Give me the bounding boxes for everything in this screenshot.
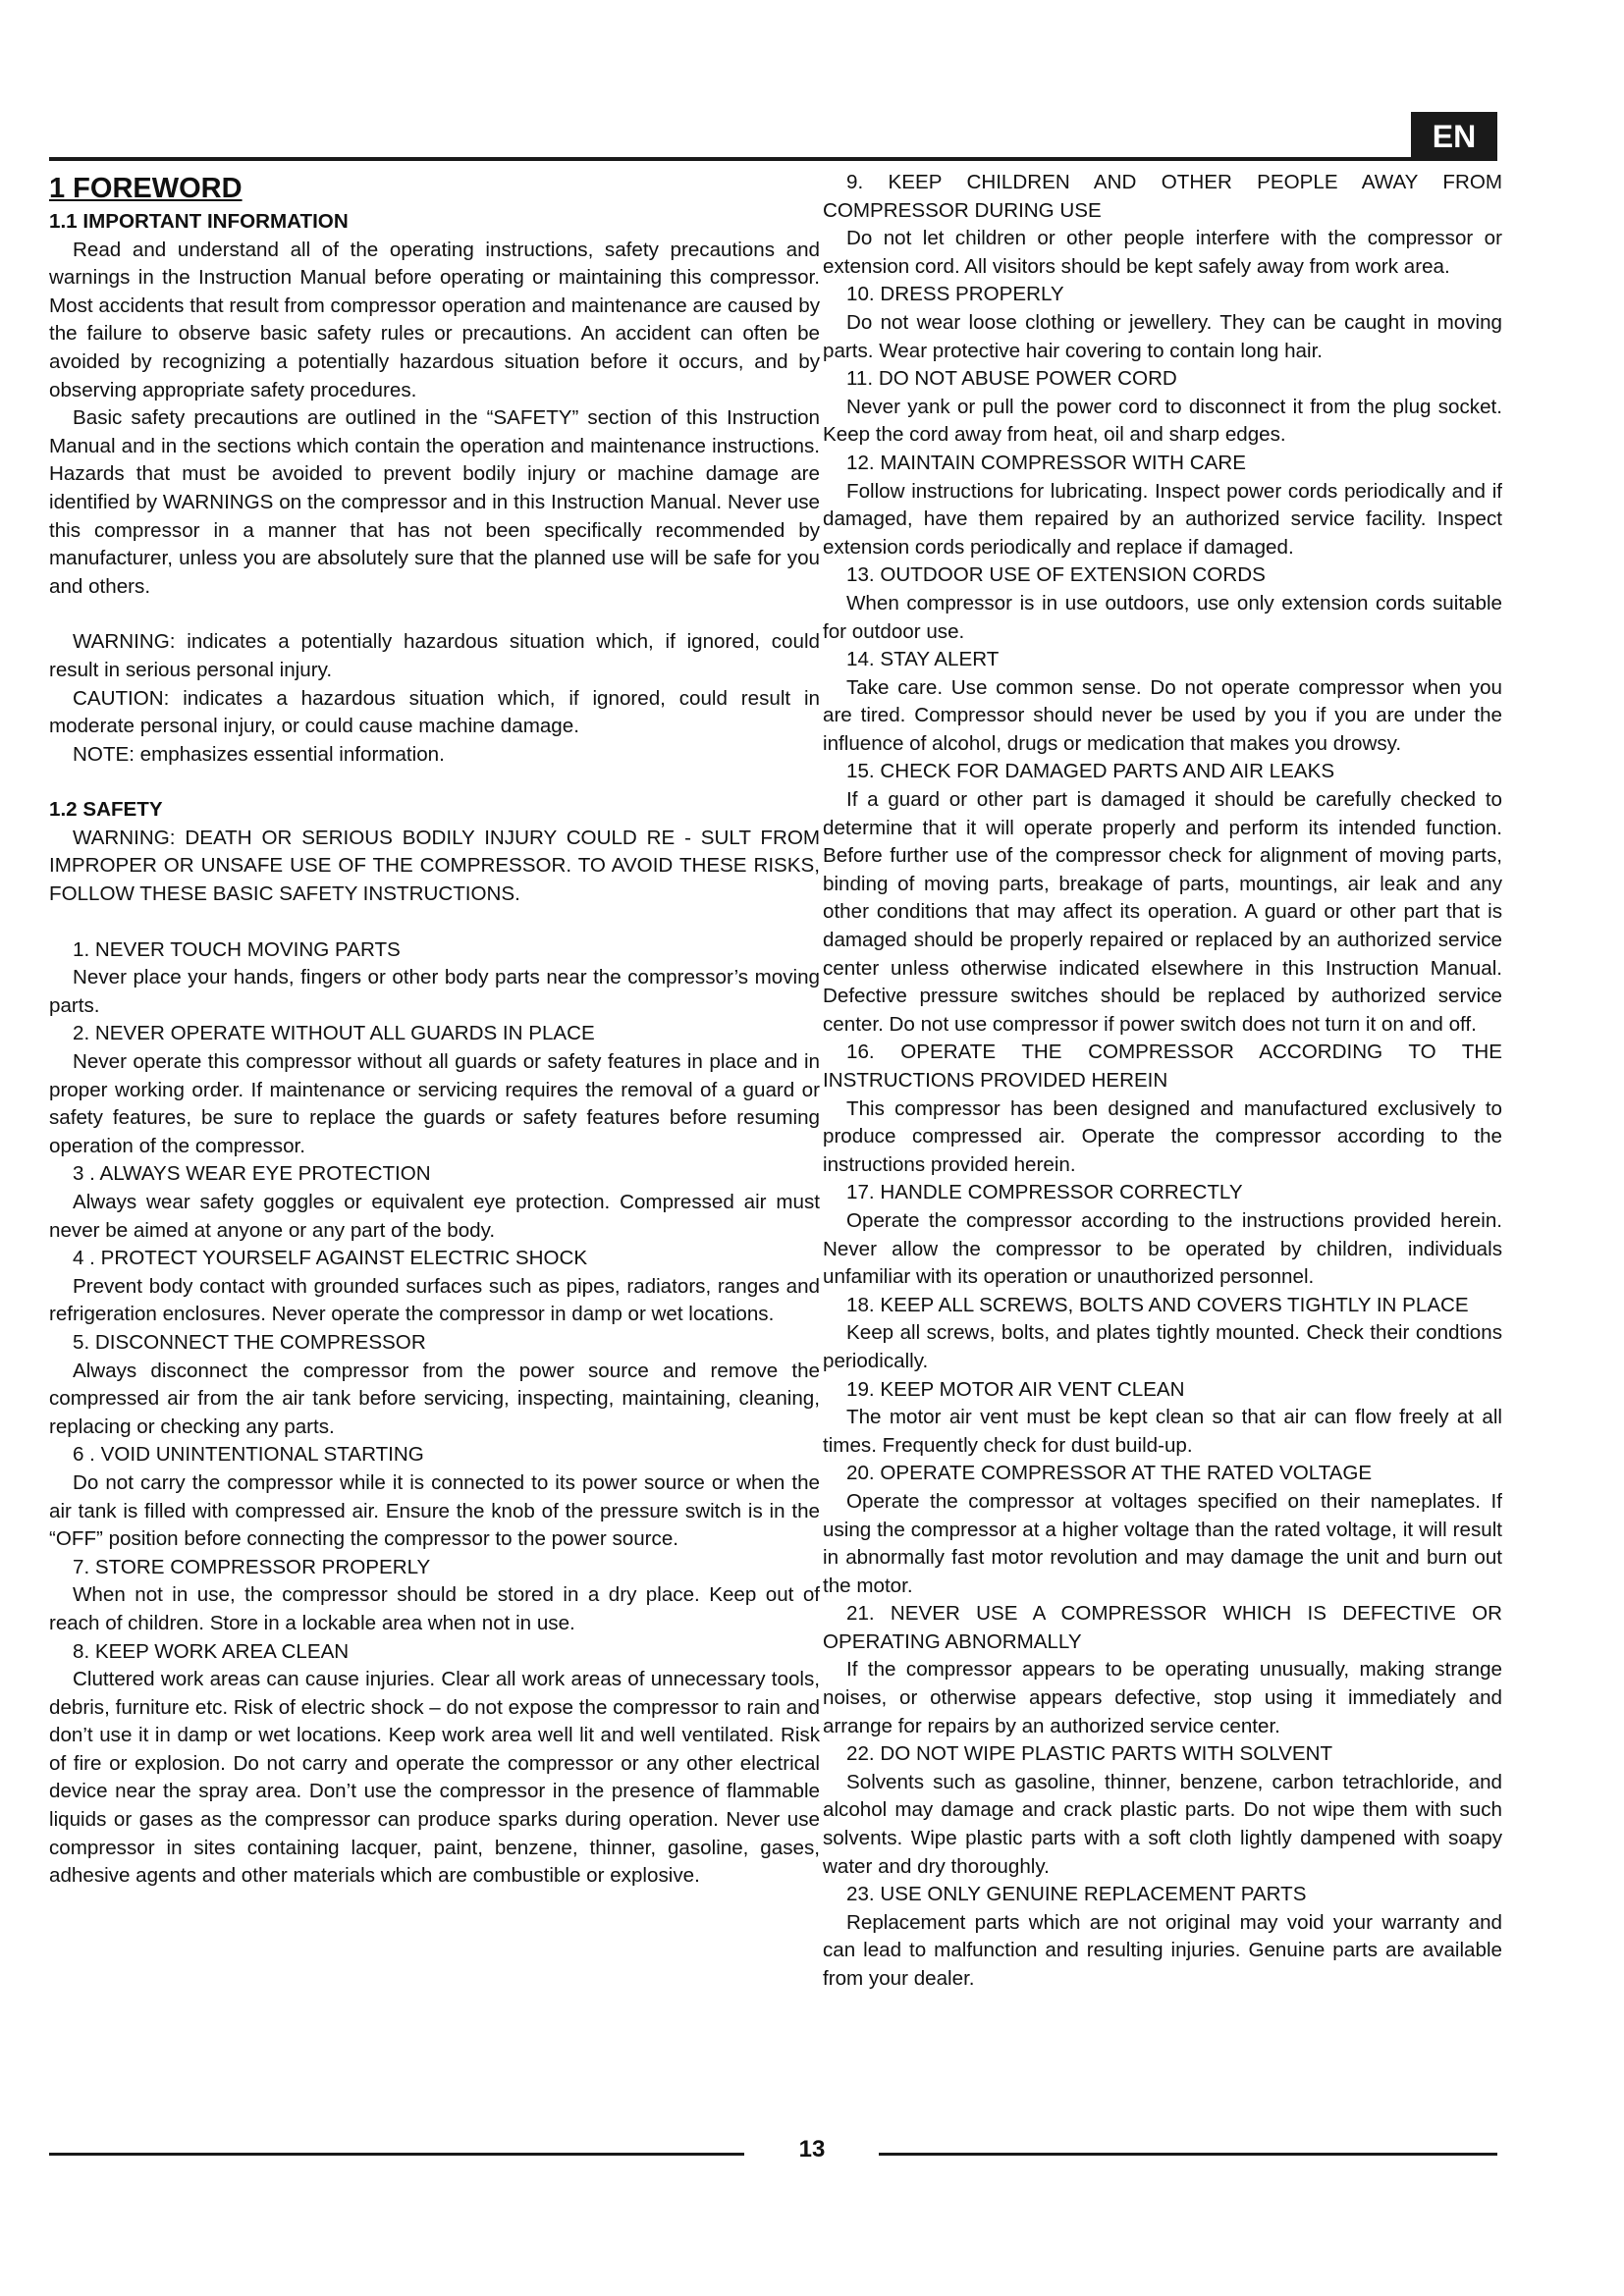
- item-text: This compressor has been designed and manufactured exclusively to produce compressed air. Operate the compressor according to the instructions provided herein.: [823, 1096, 1502, 1176]
- footer-rule-left: [49, 2153, 744, 2156]
- item-text: When compressor is in use outdoors, use only extension cords suitable for outdoor use.: [823, 591, 1502, 643]
- item-heading: 13. OUTDOOR USE OF EXTENSION CORDS: [846, 563, 1266, 587]
- item-text: Keep all screws, bolts, and plates tightly mounted. Check their condtions periodically.: [823, 1321, 1502, 1372]
- item-text: Replacement parts which are not original may void your warranty and can lead to malfunction and resulting injuries. Genuine parts are available from your dealer.: [823, 1910, 1502, 1990]
- item-heading: 6 . VOID UNINTENTIONAL STARTING: [73, 1443, 424, 1467]
- item-heading: 7. STORE COMPRESSOR PROPERLY: [73, 1555, 431, 1578]
- item-text: Prevent body contact with grounded surfaces such as pipes, radiators, ranges and refrigeration enclosures. Never operate the compressor in damp or wet locations.: [49, 1274, 820, 1326]
- item-text: Follow instructions for lubricating. Inspect power cords periodically and if damaged, have them repaired by an authorized service facility. Inspect extension cords periodically and replace if damaged.: [823, 479, 1502, 559]
- item-heading: 22. DO NOT WIPE PLASTIC PARTS WITH SOLVENT: [846, 1742, 1333, 1766]
- item-text: If the compressor appears to be operating unusually, making strange noises, or otherwise appears defective, stop using it immediately and arrange for repairs by an authorized service center.: [823, 1658, 1502, 1737]
- item-heading: 11. DO NOT ABUSE POWER CORD: [846, 367, 1177, 391]
- item-heading: 18. KEEP ALL SCREWS, BOLTS AND COVERS TIGHTLY IN PLACE: [846, 1293, 1469, 1316]
- paragraph: Basic safety precautions are outlined in the “SAFETY” section of this Instruction Manual and in the sections which contain the operation and maintenance instructions. Hazards that must be avoided to prevent bodily injury or machine damage are identified by WARNINGS on the compressor and in this Instruction Manual. Never use this compressor in a manner that has not been specifically recommended by manufacturer, unless you are absolutely sure that the planned use will be safe for you and others.: [49, 406, 820, 598]
- item-heading: 5. DISCONNECT THE COMPRESSOR: [73, 1330, 426, 1354]
- item-text: Cluttered work areas can cause injuries. Clear all work areas of unnecessary tools, debris, furniture etc. Risk of electric shock – do not expose the compressor to rain and don’t use it in damp or wet locations. Keep work area well lit and well ventilated. Risk of fire or explosion. Do not carry and operate the compressor or any other electrical device near the spray area. Don’t use the compressor in the presence of flammable liquids or gases as the compressor can produce sparks during operation. Never use compressor in sites containing lacquer, paint, benzene, thinner, gasoline, gases, adhesive agents and other materials which are combustible or explosive.: [49, 1668, 820, 1888]
- safety-warning: WARNING: DEATH OR SERIOUS BODILY INJURY COULD RE - SULT FROM IMPROPER OR UNSAFE USE OF THE COMPRESSOR. TO AVOID THESE RISKS, FOLLOW THESE BASIC SAFETY INSTRUCTIONS.: [49, 826, 820, 906]
- item-text: Do not carry the compressor while it is connected to its power source or when the air tank is filled with compressed air. Ensure the knob of the pressure switch is in the “OFF” position before connecting the compressor to the power source.: [49, 1470, 820, 1551]
- item-heading: 19. KEEP MOTOR AIR VENT CLEAN: [846, 1377, 1185, 1401]
- item-heading: 8. KEEP WORK AREA CLEAN: [73, 1639, 350, 1663]
- item-text: The motor air vent must be kept clean so that air can flow freely at all times. Frequently check for dust build-up.: [823, 1406, 1502, 1457]
- left-column: [49, 169, 820, 1891]
- item-text: Do not wear loose clothing or jewellery. They can be caught in moving parts. Wear protective hair covering to contain long hair.: [823, 310, 1502, 362]
- item-heading: 2. NEVER OPERATE WITHOUT ALL GUARDS IN PLACE: [73, 1022, 595, 1045]
- item-heading: 23. USE ONLY GENUINE REPLACEMENT PARTS: [846, 1883, 1307, 1906]
- right-column: [823, 169, 1502, 1994]
- item-text: Take care. Use common sense. Do not operate compressor when you are tired. Compressor should never be used by you if you are under the influence of alcohol, drugs or medication that makes you drowsy.: [823, 675, 1502, 755]
- page-title: 1 FOREWORD: [49, 173, 243, 204]
- language-badge: EN: [1411, 112, 1497, 161]
- item-heading: 10. DRESS PROPERLY: [846, 283, 1064, 306]
- header-rule: [49, 157, 1497, 161]
- item-heading: 9. KEEP CHILDREN AND OTHER PEOPLE AWAY FROM COMPRESSOR DURING USE: [823, 171, 1502, 222]
- item-heading: 3 . ALWAYS WEAR EYE PROTECTION: [73, 1162, 431, 1186]
- item-text: Never place your hands, fingers or other body parts near the compressor’s moving parts.: [49, 966, 820, 1017]
- caution-definition: CAUTION: indicates a hazardous situation which, if ignored, could result in moderate personal injury, or could cause machine damage.: [49, 686, 820, 738]
- item-text: When not in use, the compressor should be stored in a dry place. Keep out of reach of children. Store in a lockable area when not in use.: [49, 1583, 820, 1634]
- item-heading: 16. OPERATE THE COMPRESSOR ACCORDING TO THE INSTRUCTIONS PROVIDED HEREIN: [823, 1041, 1502, 1092]
- item-text: Never operate this compressor without all guards or safety features in place and in proper working order. If maintenance or servicing requires the removal of a guard or safety features, be sure to replace the guards or safety features before resuming operation of the compressor.: [49, 1050, 820, 1157]
- section-heading-safety: 1.2 SAFETY: [49, 798, 163, 822]
- item-heading: 17. HANDLE COMPRESSOR CORRECTLY: [846, 1181, 1243, 1204]
- paragraph: Read and understand all of the operating instructions, safety precautions and warnings in the Instruction Manual before operating or maintaining this compressor. Most accidents that result from compressor operation and maintenance are caused by the failure to observe basic safety rules or precautions. An accident can often be avoided by recognizing a potentially hazardous situation before it occurs, and by observing appropriate safety procedures.: [49, 238, 820, 401]
- page-number: 13: [798, 2136, 826, 2163]
- item-heading: 14. STAY ALERT: [846, 648, 1000, 671]
- section-heading-important-info: 1.1 IMPORTANT INFORMATION: [49, 210, 349, 233]
- item-text: Never yank or pull the power cord to disconnect it from the plug socket. Keep the cord away from heat, oil and sharp edges.: [823, 395, 1502, 447]
- item-heading: 12. MAINTAIN COMPRESSOR WITH CARE: [846, 451, 1246, 474]
- item-text: Operate the compressor at voltages specified on their nameplates. If using the compressor at a higher voltage than the rated voltage, it will result in abnormally fast motor revolution and may damage the unit and burn out the motor.: [823, 1489, 1502, 1597]
- item-text: Do not let children or other people interfere with the compressor or extension cord. All visitors should be kept safely away from work area.: [823, 227, 1502, 278]
- item-text: Operate the compressor according to the instructions provided herein. Never allow the compressor to be operated by children, individuals unfamiliar with its operation or unauthorized personnel.: [823, 1208, 1502, 1289]
- item-heading: 1. NEVER TOUCH MOVING PARTS: [73, 937, 401, 961]
- item-heading: 15. CHECK FOR DAMAGED PARTS AND AIR LEAKS: [846, 760, 1335, 783]
- item-heading: 4 . PROTECT YOURSELF AGAINST ELECTRIC SHOCK: [73, 1247, 588, 1270]
- item-heading: 20. OPERATE COMPRESSOR AT THE RATED VOLTAGE: [846, 1462, 1373, 1485]
- item-text: Always disconnect the compressor from the power source and remove the compressed air from the air tank before servicing, inspecting, maintaining, cleaning, replacing or checking any parts.: [49, 1359, 820, 1438]
- item-text: Solvents such as gasoline, thinner, benzene, carbon tetrachloride, and alcohol may damage and crack plastic parts. Do not wipe them with such solvents. Wipe plastic parts with a soft cloth lightly dampened with soapy water and dry thoroughly.: [823, 1770, 1502, 1878]
- footer-rule-right: [879, 2153, 1497, 2156]
- note-definition: NOTE: emphasizes essential information.: [73, 742, 445, 766]
- warning-definition: WARNING: indicates a potentially hazardous situation which, if ignored, could result in serious personal injury.: [49, 630, 820, 681]
- item-heading: 21. NEVER USE A COMPRESSOR WHICH IS DEFECTIVE OR OPERATING ABNORMALLY: [823, 1602, 1502, 1653]
- item-text: Always wear safety goggles or equivalent eye protection. Compressed air must never be aimed at anyone or any part of the body.: [49, 1191, 820, 1242]
- item-text: If a guard or other part is damaged it should be carefully checked to determine that it will operate properly and perform its intended function. Before further use of the compressor check for alignment of moving parts, binding of moving parts, breakage of parts, mountings, air leak and any other conditions that may affect its operation. A guard or other part that is damaged should be properly repaired or replaced by an authorized service center unless otherwise indicated elsewhere in this Instruction Manual. Defective pressure switches should be replaced by authorized service center. Do not use compressor if power switch does not turn it on and off.: [823, 788, 1502, 1036]
